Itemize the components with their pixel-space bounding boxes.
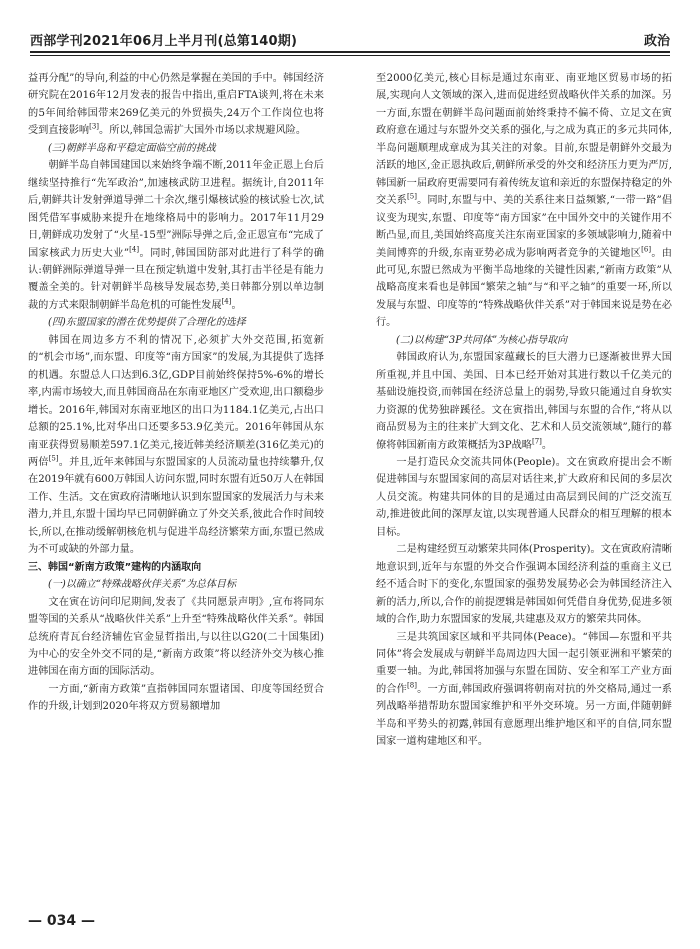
paragraph: 朝鲜半岛自韩国建国以来始终争端不断,2011年金正恩上台后继续坚持推行“先军政治”,加速核武防卫进程。据统计,自2011年后,朝鲜共计发射弹道导弹二十余次,继引爆核试验的核试验七次,试图凭借军事威胁来提升在地缘格局中的影响力。2017年11月29日,朝鲜成功发射了“火星-15型”洲际导弹之后,金正恩宣布“完成了国家核武力历史大业”[4]。同时,韩国国防部对此进行了科学的确认:朝鲜洲际弹道导弹一旦在预定轨道中发射,其打击半径是有能力覆盖全美的。针对朝鲜半岛核导发展态势,美日韩都分别以单边制裁的方式来限制朝鲜半岛危机的可能性发展[4]。 [28,160,324,311]
paragraph: 文在寅在访问印尼期间,发表了《共同愿景声明》,宣布将同东盟等国的关系从“战略伙伴关系”上升至“特殊战略伙伴关系”。韩国总统府青瓦台经济辅佐官金显哲指出,与以往以G20(二十国集团)为中心的安全外交不同的是,“新南方政策”将以经济外交为核心推进韩国在南方面的国际活动。 [28,596,324,678]
section-heading: (四)东盟国家的潜在优势提供了合理化的选择 [48,317,246,329]
page-header [30,24,670,54]
paragraph: 一是打造民众交流共同体(People)。文在寅政府提出会不断促进韩国与东盟国家间的高层对话往来,扩大政府和民间的多层次人员交流。构建共同体的目的是通过由高层到民间的广泛交流互动,推进彼此间的深厚友谊,以实现普通人民群众的相互理解的根本目标。 [376,456,672,538]
section-heading: (三)朝鲜半岛和平稳定面临空前的挑战 [48,142,216,154]
section-heading: (二)以构建“3P共同体”为核心指导取向 [396,334,568,346]
paragraph: 一方面,“新南方政策”直指韩国同东盟诸国、印度等国经贸合作的升级,计划到2020年将双方贸易额增加 [28,683,324,713]
left-text-column [28,70,324,716]
journal-title: 西部学刊2021年06月上半月刊(总第140期) [30,34,298,49]
paragraph: 韩国在周边多方不利的情况下,必须扩大外交范围,拓宽新的“机会市场”,而东盟、印度等“南方国家”的发展,为其提供了选择的机遇。东盟总人口达到6.3亿,GDP目前始终保持5%-6%的增长率,内需市场较大,而且韩国商品在东南亚地区广受欢迎,出口额稳步增长。2016年,韩国对东南亚地区的出口为1184.1亿美元,占出口总额的25.1%,比对华出口还要多53.9亿美元。2016年韩国从东南亚获得贸易顺差597.1亿美元,接近韩美经济顺差(316亿美元)的两倍[5]。并且,近年来韩国与东盟国家的人员流动量也持续攀升,仅在2019年就有600万韩国人访问东盟,同时东盟有近50万人在韩国工作、生活。文在寅政府清晰地认识到东盟国家的发展活力与未来潜力,并且,东盟十国均早已同朝鲜确立了外交关系,彼此合作时间较长,所以,在推动缓解朝核危机与促进半岛经济繁荣方面,东盟已然成为不可或缺的外部力量。 [28,334,324,556]
section-label: 政治 [643,34,670,49]
section-heading: 三、韩国“新南方政策”建构的内涵取向 [28,561,202,573]
paragraph: 益再分配”的导向,利益的中心仍然是掌握在美国的手中。韩国经济研究院在2016年12月发表的报告中指出,重启FTA谈判,将在未来的5年间给韩国带来269亿美元的外贸损失,24万个工作岗位也将受到直接影响[3]。所以,韩国急需扩大国外市场以求规避风险。 [28,73,324,137]
paragraph: 二是构建经贸互动繁荣共同体(Prosperity)。文在寅政府清晰地意识到,近年与东盟的外交合作强调本国经济利益的重商主义已经不适合时下的变化,东盟国家的强势发展势必会为韩国经济注入新的活力,所以,合作的前提逻辑是韩国如何凭借自身优势,促进多领域的合作,助力东盟国家的发展,共建惠及双方的繁荣共同体。 [376,544,672,626]
paragraph: 三是共筑国家区域和平共同体(Peace)。“韩国—东盟和平共同体”将会发展成与朝鲜半岛周边四大国一起引领亚洲和平繁荣的重要一轴。为此,韩国将加强与东盟在国防、安全和军工产业方面的合作[8]。一方面,韩国政府强调将朝南对抗的外交格局,通过一系列战略举措帮助东盟国家维护和平外交环境。另一方面,伴随朝鲜半岛和平势头的初露,韩国有意愿理出维护地区和平的自信,同东盟国家一道构建地区和平。 [376,631,672,748]
page-number: — 034 — [28,913,95,929]
paragraph: 韩国政府认为,东盟国家蕴藏长的巨大潜力已逐渐被世界大国所重视,并且中国、美国、日本已经开始对其进行数以千亿美元的基础设施投资,而韩国在经济总量上的弱势,导致只能通过自身软实力资源的优势独辟蹊径。文在寅指出,韩国与东盟的合作,“将从以商品贸易为主的往来扩大到文化、艺术和人员交流领域”,随行的幕僚将韩国新南方政策概括为3P战略[7]。 [376,352,672,451]
header-rule-thin [30,55,670,56]
section-heading: (一)以确立“特殊战略伙伴关系”为总体目标 [48,579,237,591]
right-text-column [376,70,672,751]
header-rule-thick [30,51,670,53]
paragraph: 至2000亿美元,核心目标是通过东南亚、南亚地区贸易市场的拓展,实现向人文领域的深入,进而促进经贸战略伙伴关系的加深。另一方面,东盟在朝鲜半岛问题面前始终秉持不偏不倚、立足文在寅政府意在通过与东盟外交关系的强化,与之成为真正的多元共同体,半岛问题顺理成章成为其关注的对象。目前,东盟是朝鲜外交最为活跃的地区,金正恩执政后,朝鲜所承受的外交和经济压力更为严厉,韩国新一届政府更需要同有着传统友谊和亲近的东盟保持稳定的外交关系[5]。同时,东盟与中、美的关系往来日益频繁,“一带一路”倡议变为现实,东盟、印度等“南方国家”在中国外交中的关键作用不断凸显,而且,美国始终高度关注东南亚国家的多领域影响力,随着中美间博弈的升级,东南亚势必成为影响两者竞争的关键地区[6]。由此可见,东盟已然成为平衡半岛地缘的关键性因素,“新南方政策”从战略高度来看也是韩国“繁荣之轴”与“和平之轴”的重要一环,所以发展与东盟、印度等的“特殊战略伙伴关系”对于韩国来说是势在必行。 [376,73,673,329]
